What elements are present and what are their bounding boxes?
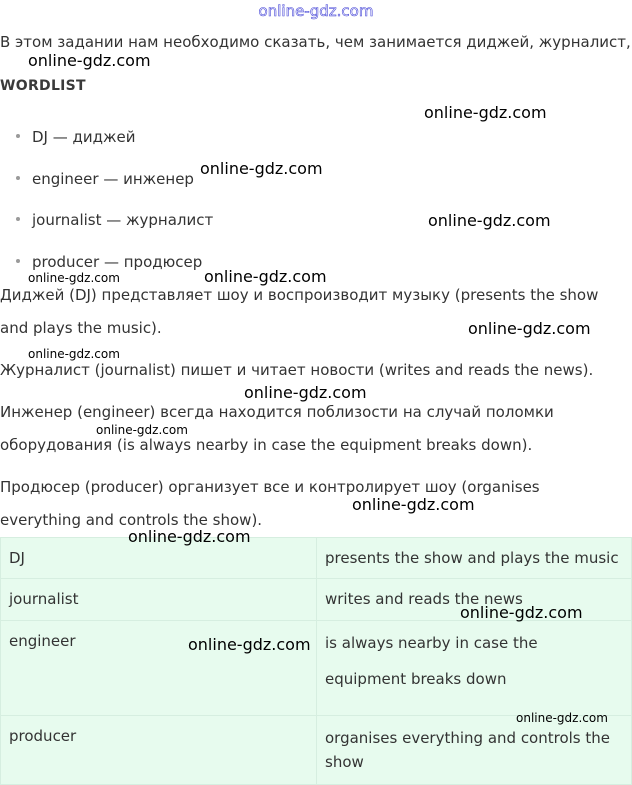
table-row bbox=[1, 716, 632, 785]
bullet-icon bbox=[16, 176, 20, 180]
bullet-icon bbox=[16, 217, 20, 221]
wordlist-item bbox=[16, 170, 194, 188]
paragraph-line: everything and controls the show). bbox=[0, 511, 263, 529]
wordlist-item-text: DJ — диджей bbox=[32, 128, 136, 146]
wordlist-item-text: journalist — журналист bbox=[32, 211, 214, 229]
watermark: online-gdz.com bbox=[460, 603, 583, 622]
watermark: online-gdz.com bbox=[204, 267, 327, 286]
table-row bbox=[1, 579, 632, 621]
watermark: online-gdz.com bbox=[428, 211, 551, 230]
wordlist-item-text: producer — продюсер bbox=[32, 253, 203, 271]
paragraph-line: Журналист (journalist) пишет и читает новости (writes and reads the news). bbox=[0, 361, 594, 379]
table-row bbox=[1, 538, 632, 579]
bullet-icon bbox=[16, 134, 20, 138]
wordlist-item bbox=[16, 211, 213, 229]
paragraph-line: Продюсер (producer) организует все и контролирует шоу (organises bbox=[0, 478, 540, 496]
table-cell-duty: is always nearby in case the equipment breaks down bbox=[317, 621, 632, 716]
paragraph-line: Инженер (engineer) всегда находится поблизости на случай поломки bbox=[0, 403, 554, 421]
watermark: online-gdz.com bbox=[424, 103, 547, 122]
paragraph-line: оборудования (is always nearby in case the equipment breaks down). bbox=[0, 436, 533, 454]
table-cell-role: producer bbox=[1, 716, 317, 785]
bullet-icon bbox=[16, 259, 20, 263]
watermark: online-gdz.com bbox=[200, 159, 323, 178]
wordlist-item bbox=[16, 253, 202, 271]
table-cell-duty: writes and reads the news bbox=[317, 579, 632, 621]
watermark: online-gdz.com bbox=[28, 271, 120, 285]
table-cell-duty: organises everything and controls the show bbox=[317, 716, 632, 785]
paragraph-line: Диджей (DJ) представляет шоу и воспроизводит музыку (presents the show bbox=[0, 286, 599, 304]
table-cell-role: DJ bbox=[1, 538, 317, 579]
wordlist-item bbox=[16, 128, 136, 146]
watermark: online-gdz.com bbox=[28, 51, 151, 70]
table-cell-role: journalist bbox=[1, 579, 317, 621]
watermark: online-gdz.com bbox=[28, 347, 120, 361]
watermark: online-gdz.com bbox=[516, 711, 608, 725]
watermark: online-gdz.com bbox=[468, 319, 591, 338]
table-cell-role: engineer bbox=[1, 621, 317, 716]
table-row bbox=[1, 621, 632, 716]
top-watermark: online-gdz.com bbox=[258, 2, 374, 20]
watermark: online-gdz.com bbox=[352, 495, 475, 514]
watermark: online-gdz.com bbox=[128, 527, 251, 546]
roles-table bbox=[0, 537, 632, 785]
intro-text: В этом задании нам необходимо сказать, чем занимается диджей, журналист, bbox=[0, 33, 631, 51]
watermark: online-gdz.com bbox=[96, 423, 188, 437]
wordlist-title: WORDLIST bbox=[0, 78, 86, 94]
wordlist-item-text: engineer — инженер bbox=[32, 170, 194, 188]
watermark: online-gdz.com bbox=[244, 383, 367, 402]
paragraph-line: and plays the music). bbox=[0, 319, 162, 337]
table-cell-duty: presents the show and plays the music bbox=[317, 538, 632, 579]
watermark: online-gdz.com bbox=[188, 635, 311, 654]
